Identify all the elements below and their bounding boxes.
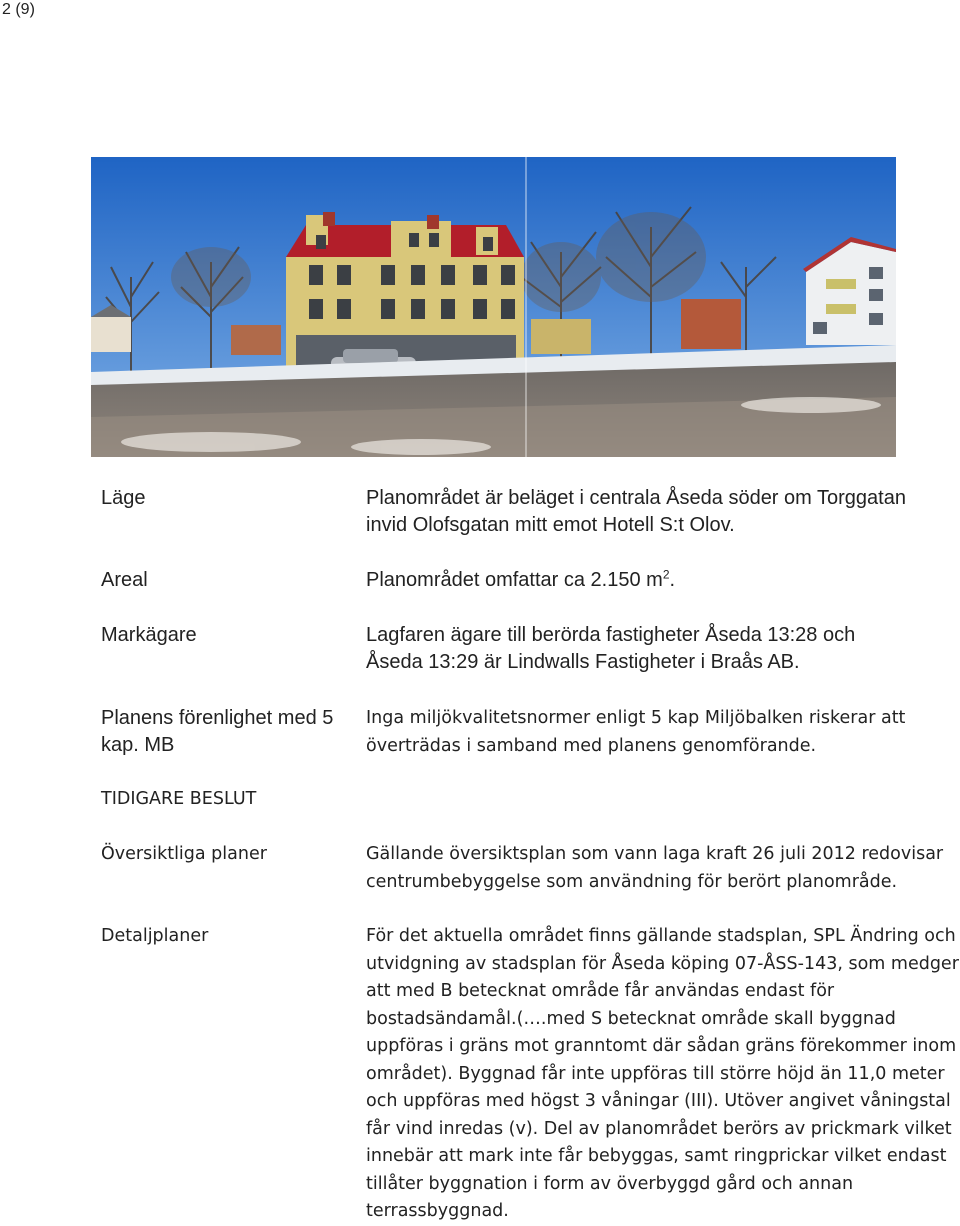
markagare-text: Lagfaren ägare till berörda fastigheter Åseda 13:28 och Åseda 13:29 är Lindwalls Fastigheter i Braås AB. [366,624,856,673]
areal-label: Areal [101,569,148,591]
street-photo [91,157,896,457]
areal-value: Planområdet omfattar ca 2.150 m [366,569,663,591]
oversiktliga-text: Gällande översiktsplan som vann laga kraft 26 juli 2012 redovisar centrumbebyggelse som användning för berört planområde. [366,844,944,892]
page-number: 2 (9) [2,1,35,18]
areal-text [366,567,936,594]
markagare-label: Markägare [101,624,197,646]
oversiktliga-label: Översiktliga planer [101,844,267,864]
forenlighet-label: Planens förenlighet med 5 kap. MB [101,707,334,756]
areal-unit-superscript: 2 [662,567,670,582]
lage-label: Läge [101,487,146,509]
detaljplaner-text: För det aktuella området finns gällande stadsplan, SPL Ändring och utvidgning av stadsplan för Åseda köping 07-ÅSS-143, som medger att med B betecknat område får användas endast för bostadsändamål.(….med S betecknat område skall byggnad uppföras i gräns mot granntomt där sådan gräns förekommer inom området). Byggnad får inte uppföras till större höjd än 11,0 meter och uppföras med högst 3 våningar (III). Utöver angivet våningstal får vind inredas (v). Del av planområdet berörs av prickmark vilket innebär att mark inte får bebyggas, samt ringprickar vilket endast tillåter byggnation i form av överbyggd gård och annan terrassbyggnad. [366,926,959,1221]
forenlighet-text: Inga miljökvalitetsnormer enligt 5 kap Miljöbalken riskerar att överträdas i samband med planens genomförande. [366,708,906,756]
lage-text: Planområdet är beläget i centrala Åseda söder om Torggatan invid Olofsgatan mitt emot Hotell S:t Olov. [366,487,906,536]
detaljplaner-label: Detaljplaner [101,926,209,946]
section-heading: TIDIGARE BESLUT [101,789,257,809]
areal-suffix: . [669,569,676,591]
